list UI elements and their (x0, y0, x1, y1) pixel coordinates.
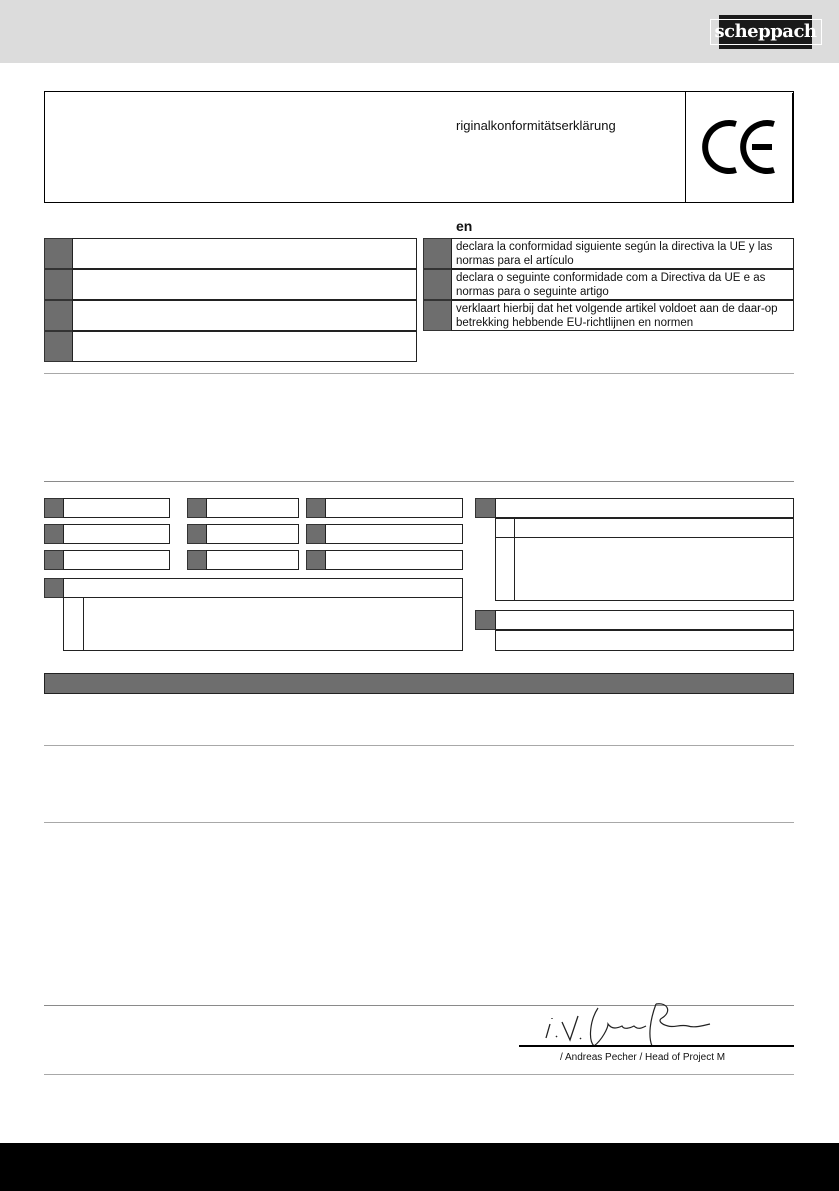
scheppach-logo (714, 15, 817, 49)
lang-code-box (44, 331, 73, 362)
signature-caption: / Andreas Pecher / Head of Project M (560, 1052, 726, 1063)
signature-line (519, 1045, 794, 1047)
notified-body-header-box (495, 610, 794, 630)
lang-code-box (44, 300, 73, 331)
directive-box (63, 524, 170, 544)
directive-marker (44, 578, 64, 598)
lang-text-box (72, 331, 417, 362)
directive-marker (44, 498, 64, 518)
section-divider (44, 1074, 794, 1075)
lang-text-box (72, 269, 417, 300)
directive-box (63, 498, 170, 518)
ce-mark-icon (700, 116, 780, 178)
directive-box (206, 498, 299, 518)
lang-text-box (72, 238, 417, 269)
directive-marker (306, 498, 326, 518)
directive-detail-box (83, 597, 463, 651)
directive-marker (306, 524, 326, 544)
directive-marker (44, 550, 64, 570)
directive-box (206, 524, 299, 544)
notified-body-box (495, 630, 794, 651)
standards-detail-box (514, 537, 794, 601)
wide-gray-bar (44, 673, 794, 694)
directive-marker (187, 550, 207, 570)
lang-text-nl: verklaart hierbij dat het volgende artikel voldoet aan de daar-op betrekking hebbende EU-richtlijnen en normen (456, 303, 778, 329)
standards-marker (475, 498, 496, 518)
declaration-header-box (44, 91, 794, 203)
directive-box (325, 524, 463, 544)
lang-code-box (423, 238, 452, 269)
section-divider (44, 822, 794, 823)
signature-image (538, 1000, 718, 1050)
lang-text-box-es (451, 238, 794, 269)
lang-text-box-nl (451, 300, 794, 331)
section-divider (44, 373, 794, 374)
standards-header-box (495, 498, 794, 518)
header-divider (685, 91, 686, 203)
lang-code-box (423, 300, 452, 331)
directive-header-box (63, 578, 463, 598)
section-divider (44, 481, 794, 482)
lang-text-box (72, 300, 417, 331)
directive-marker (44, 524, 64, 544)
notified-body-marker (475, 610, 496, 630)
directive-marker (306, 550, 326, 570)
header-shadow (792, 93, 794, 203)
lang-code-box (44, 269, 73, 300)
directive-box (325, 550, 463, 570)
declaration-title: riginalkonformitätserklärung (456, 118, 616, 133)
directive-marker (187, 524, 207, 544)
directive-marker (187, 498, 207, 518)
lang-code-box (44, 238, 73, 269)
directive-box (325, 498, 463, 518)
directive-box (63, 550, 170, 570)
lang-text-es: declara la conformidad siguiente según la directiva la UE y las normas para el artículo (456, 241, 773, 267)
directive-box (206, 550, 299, 570)
language-section-title: en (456, 218, 473, 234)
standards-sub-marker (495, 518, 515, 538)
lang-text-pt: declara o seguinte conformidade com a Directiva da UE e as normas para o seguinte artigo (456, 272, 766, 298)
footer-bar (0, 1143, 839, 1191)
logo-text: scheppach (710, 19, 822, 45)
standards-box (514, 518, 794, 538)
lang-text-box-pt (451, 269, 794, 300)
lang-code-box (423, 269, 452, 300)
standards-sub-marker (495, 537, 515, 601)
section-divider (44, 745, 794, 746)
directive-sub-marker (63, 597, 84, 651)
